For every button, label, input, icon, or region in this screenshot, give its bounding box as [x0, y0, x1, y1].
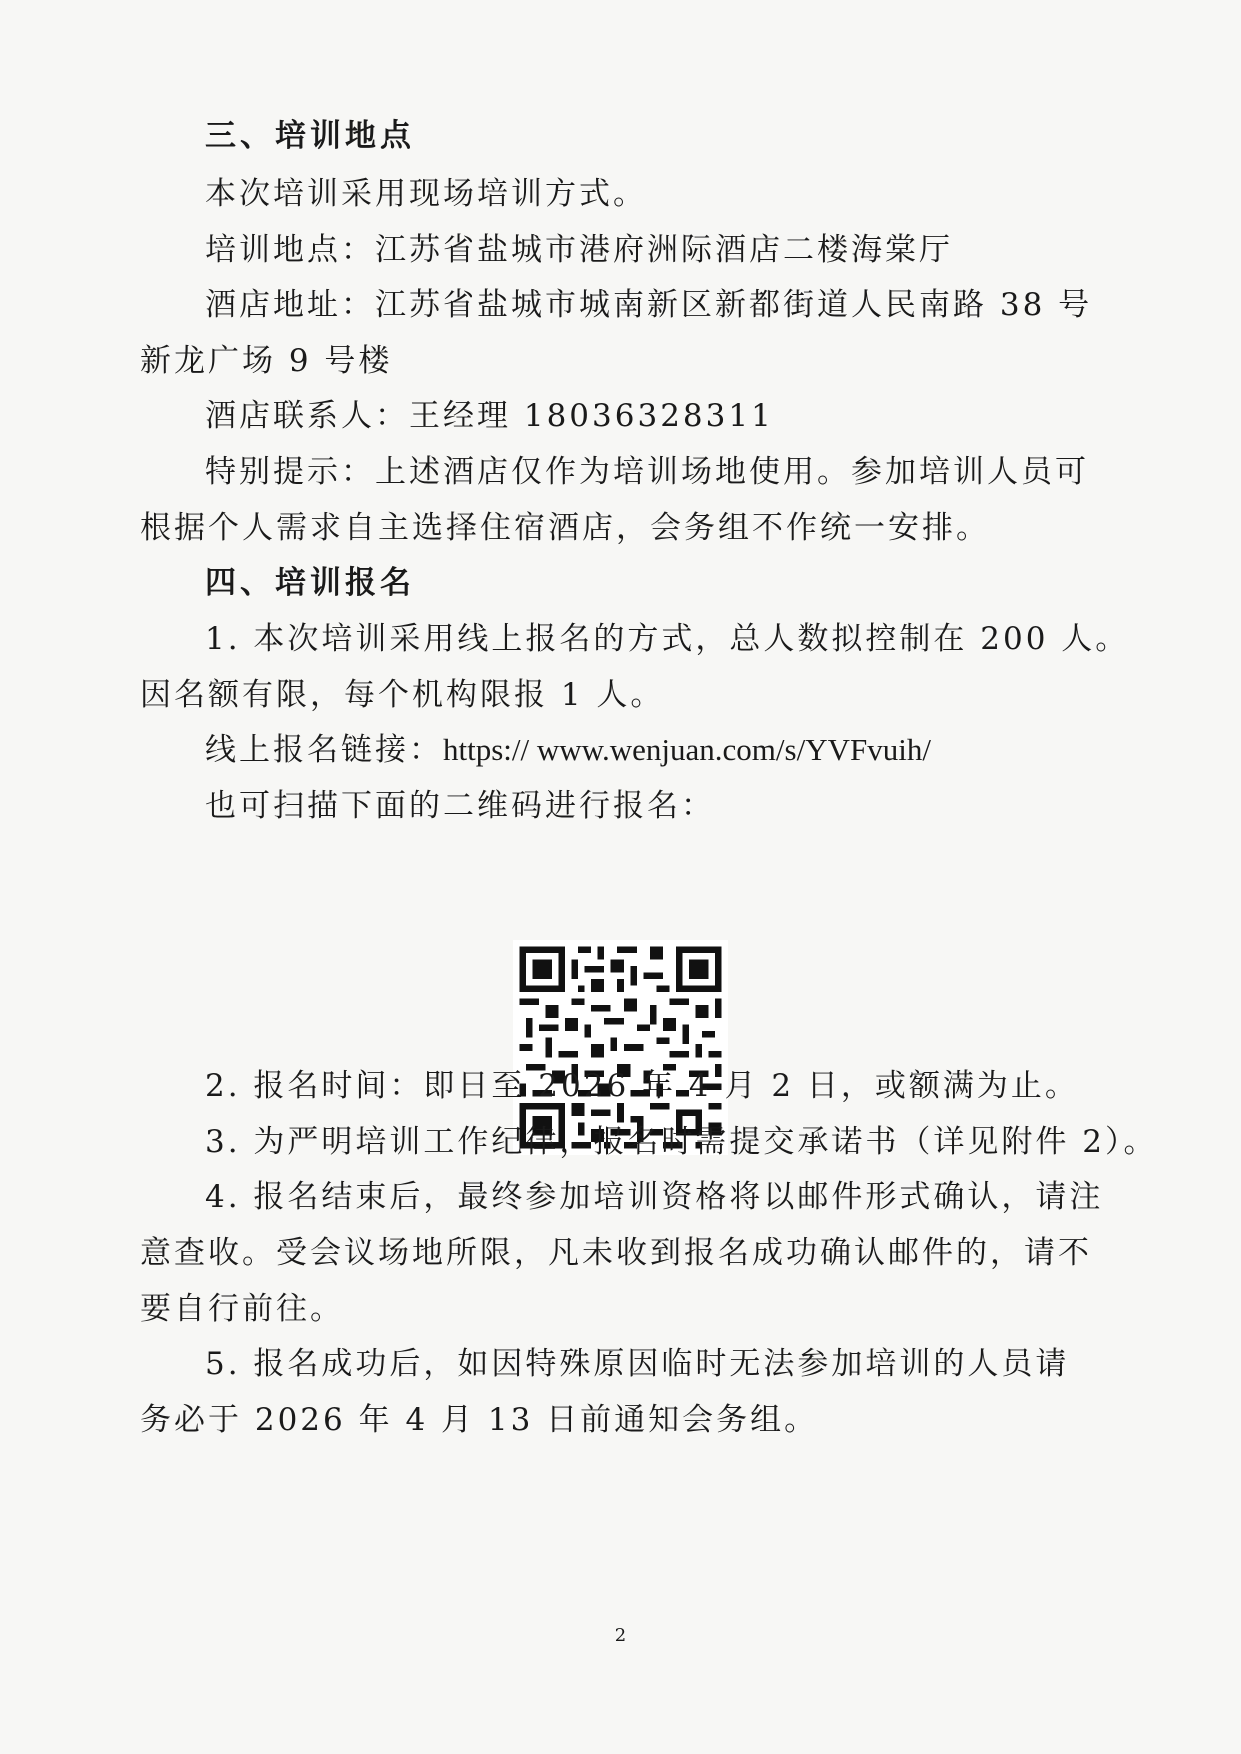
section-4-heading: 四、培训报名	[205, 565, 415, 601]
registration-link[interactable]: https:// www.wenjuan.com/s/YVFvuih/	[443, 732, 931, 767]
training-venue: 培训地点：江苏省盐城市港府洲际酒店二楼海棠厅	[205, 232, 953, 268]
list-item-2: 2. 报名时间：即日至 2026 年 4 月 2 日，或额满为止。	[205, 1068, 1079, 1104]
registration-link-line	[205, 730, 931, 770]
list-item-4-cont: 意查收。受会议场地所限，凡未收到报名成功确认邮件的，请不	[140, 1235, 1092, 1271]
qr-hint: 也可扫描下面的二维码进行报名：	[205, 788, 715, 824]
special-note: 特别提示：上述酒店仅作为培训场地使用。参加培训人员可	[205, 454, 1089, 490]
list-item-1: 1. 本次培训采用线上报名的方式，总人数拟控制在 200 人。	[205, 621, 1130, 657]
hotel-address-cont: 新龙广场 9 号楼	[140, 343, 393, 379]
list-item-4-cont-2: 要自行前往。	[140, 1291, 344, 1327]
list-item-1-cont: 因名额有限，每个机构限报 1 人。	[140, 677, 665, 713]
paragraph: 本次培训采用现场培训方式。	[205, 176, 647, 212]
list-item-5: 5. 报名成功后，如因特殊原因临时无法参加培训的人员请	[205, 1346, 1070, 1382]
hotel-address: 酒店地址：江苏省盐城市城南新区新都街道人民南路 38 号	[205, 287, 1093, 323]
list-item-3: 3. 为严明培训工作纪律，报名时需提交承诺书（详见附件 2）。	[205, 1124, 1158, 1160]
list-item-5-cont: 务必于 2026 年 4 月 13 日前通知会务组。	[140, 1402, 819, 1438]
page-number: 2	[614, 1625, 627, 1646]
list-item-4: 4. 报名结束后，最终参加培训资格将以邮件形式确认，请注	[205, 1179, 1104, 1215]
section-3-heading: 三、培训地点	[205, 118, 415, 154]
registration-link-label: 线上报名链接：	[205, 732, 443, 768]
hotel-contact: 酒店联系人：王经理 18036328311	[205, 398, 774, 434]
special-note-cont: 根据个人需求自主选择住宿酒店，会务组不作统一安排。	[140, 510, 990, 546]
